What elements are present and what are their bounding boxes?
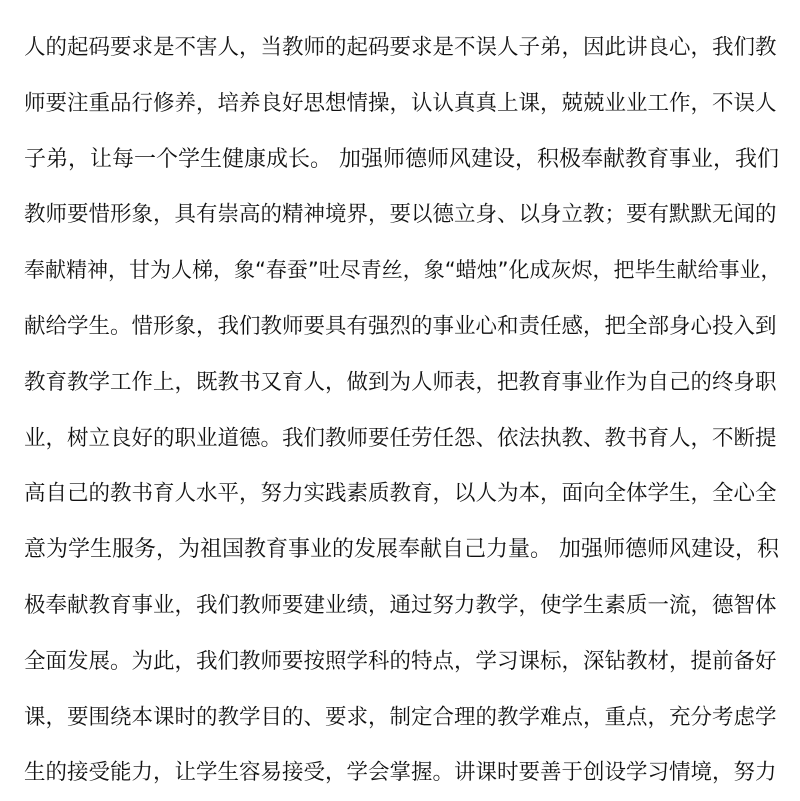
text-line: 全面发展。为此，我们教师要按照学科的特点，学习课标，深钻教材，提前备好: [24, 648, 777, 674]
text-line: 子弟，让每一个学生健康成长。 加强师德师风建设，积极奉献教育事业，我们: [24, 146, 779, 172]
text-line: 献给学生。惜形象，我们教师要具有强烈的事业心和责任感，把全部身心投入到: [24, 313, 777, 339]
text-line: 生的接受能力，让学生容易接受，学会掌握。讲课时要善于创设学习情境，努力: [24, 760, 777, 786]
document-body: [24, 20, 784, 801]
text-line: 教育教学工作上，既教书又育人，做到为人师表，把教育事业作为自己的终身职: [24, 369, 777, 395]
text-line: 课，要围绕本课时的教学目的、要求，制定合理的教学难点，重点，充分考虑学: [24, 704, 777, 730]
text-line: 奉献精神，甘为人梯，象“春蚕”吐尽青丝，象“蜡烛”化成灰烬，把毕生献给事业，: [24, 258, 782, 283]
text-line: 师要注重品行修养，培养良好思想情操，认认真真上课，兢兢业业工作，不误人: [24, 90, 777, 116]
text-line: 高自己的教书育人水平，努力实践素质教育，以人为本，面向全体学生，全心全: [24, 481, 777, 507]
text-line: 教师要惜形象，具有崇高的精神境界，要以德立身、以身立教；要有默默无闻的: [24, 202, 777, 228]
text-line: 意为学生服务，为祖国教育事业的发展奉献自己力量。 加强师德师风建设，积: [24, 537, 779, 563]
text-line: 极奉献教育事业，我们教师要建业绩，通过努力教学，使学生素质一流，德智体: [24, 592, 777, 618]
text-line: 人的起码要求是不害人，当教师的起码要求是不误人子弟，因此讲良心，我们教: [24, 35, 777, 60]
text-line: 业，树立良好的职业道德。我们教师要任劳任怨、依法执教、教书育人，不断提: [24, 425, 777, 451]
